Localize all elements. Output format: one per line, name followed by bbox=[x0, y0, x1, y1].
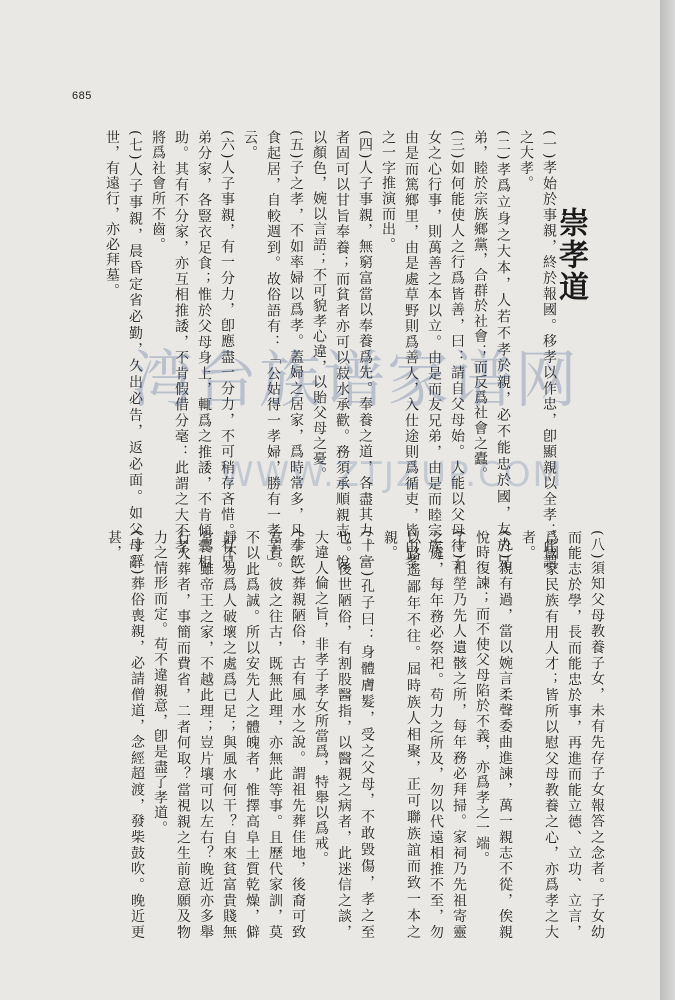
section-title: 崇孝道 bbox=[553, 207, 588, 303]
page-edge bbox=[660, 0, 675, 1000]
paragraph: (十一)孔子曰：身體膚髮，受之父母，不敢毀傷，孝之至也。後世陋俗，有割股醫指，以醫親之病者，此迷信之談，大違人倫之旨，非孝子孝女所當爲，特舉以爲戒。 bbox=[313, 530, 375, 940]
paragraph: (十)祖塋乃先人遺骸之所，每年務必拜掃。家祠乃先祖寄靈之處，每年務必祭祀。苟力之所及，勿以代遠相推不至，勿以路遙鄙年不往。屆時族人相聚，正可聯族誼而致一本之親。 bbox=[382, 530, 467, 940]
paragraph: (五)子之孝，不如率婦以爲孝。蓋婦之居家，爲時常多，凡奉飲食起居，自較週到。故俗語有：「公姑得一孝婦，勝有一孝子」云。 bbox=[242, 130, 304, 570]
paragraph: (八)須知父母教養子女，未有先存子女報答之念者。子女幼而能志於學，長而能忠於事，再進而能立德、立功、立言，爲國家民族有用人才；皆所以慰父母教養之心，亦爲孝之大者。 bbox=[520, 530, 605, 940]
paragraph: (七)人子事親，晨昏定省必勤，久出必告，返必面。如父母辭世，有遠行，亦必拜墓。 bbox=[104, 130, 143, 570]
text-block-bottom bbox=[106, 530, 608, 940]
page-number: 685 bbox=[72, 90, 92, 102]
watermark-url: WWW.ZTJZUP.COM bbox=[220, 455, 564, 495]
watermark-text: 湾台族谱家谱网 bbox=[130, 343, 579, 416]
paragraph: (二)孝爲立身之大本，人若不孝於親，必不能忠於國，友於兄弟，睦於宗族鄉黨，合群於社會；而反爲社會之蠹。 bbox=[472, 130, 511, 570]
paragraph: (六)人子事親，有一分力，卽應盡一分力，不可稍存吝惜。有兄弟分家，各豎衣足食；惟於父母身上，輒爲之推諉，不肯傾囊相助。其有不分家，亦互相推諉，不肯假借分毫：此謂之大不孝，將爲社會所不齒。 bbox=[150, 130, 235, 570]
paragraph: (十三)葬俗喪親，必請僧道，念經超渡，發柴鼓吹。晚近更甚， bbox=[106, 530, 145, 940]
paragraph: (九)親有過，當以婉言柔聲委曲進諫，萬一親志不從，俟親悅時復諫；而不使父母陷於不義，亦爲孝之一端。 bbox=[474, 530, 513, 940]
paragraph: (四)人子事親，無窮富當以奉養爲先。奉養之道，各盡其力。富者固可以甘旨奉養；而貧者亦可以菽水承歡。務須承順親志，悅以顏色，婉以言語；不可貌孝心違，以貽父母之憂。 bbox=[311, 130, 373, 570]
paragraph: (一)孝始於事親，終於報國。移孝以作忠，卽顯親以全孝；此謂之大孝。 bbox=[518, 130, 557, 570]
text-block-top bbox=[104, 130, 564, 570]
paragraph: (十二)葬親陋俗，古有風水之說。謂祖先葬佳地，後裔可致富貴。彼之往古，既無此理，亦無此等事。且歷代家訓，莫不以此爲誠。所以安先人之體魄者，惟擇高阜土質乾燥，僻靜不易爲人破壞之處爲已足；與風水何干？自來貧富貴賤無常，雖帝王之家，不越此理；豈片壤可以左右？晚近亦多舉行火葬者，事簡而費省，二者何取？當視親之生前意願及物力之情形而定。苟不違親意，卽是盡了孝道。 bbox=[152, 530, 306, 940]
paragraph: (三)如何能使人之行爲皆善，曰：請自父母始。人能以父母待子女之心行事，則萬善之本以立。由是而友兄弟，由是而睦宗族，由是而篤鄉里，由是處草野則爲善人，入仕途則爲循吏，皆由孝之一字推演而出。 bbox=[380, 130, 465, 570]
